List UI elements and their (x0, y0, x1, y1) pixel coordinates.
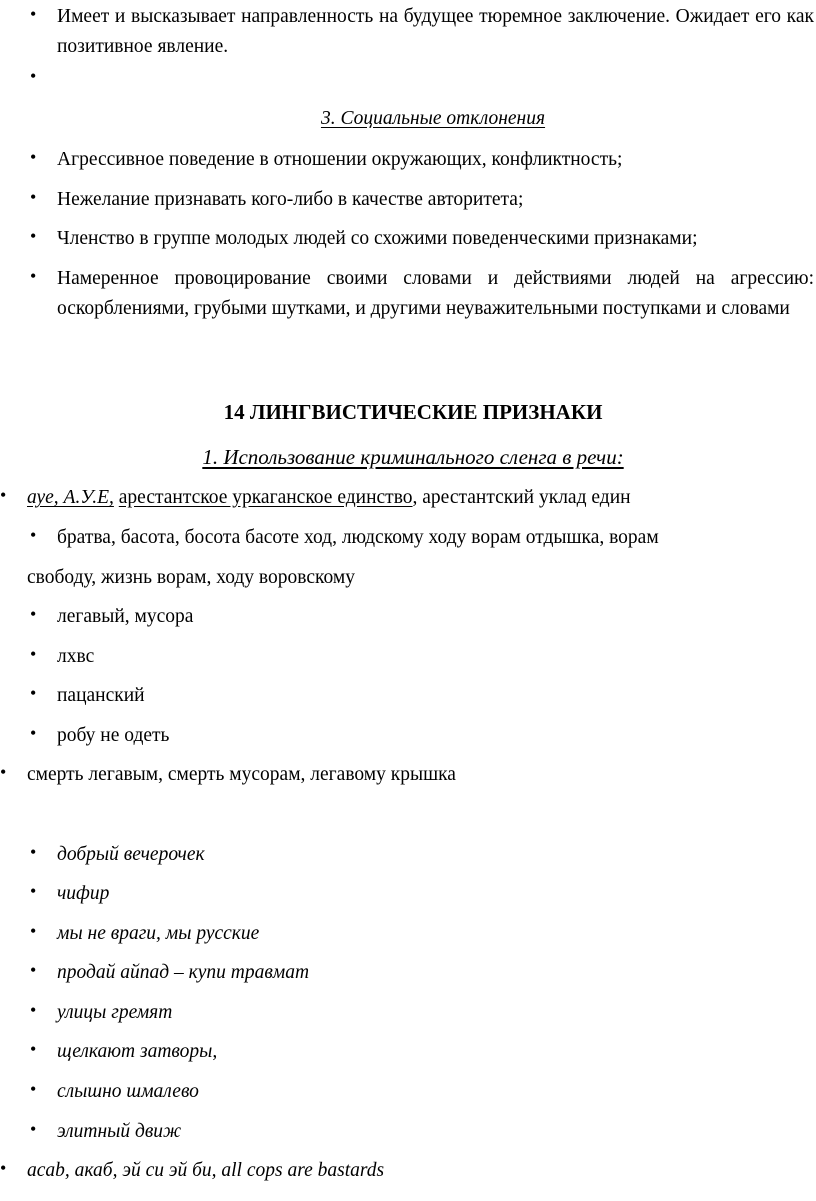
bullet: • (30, 683, 37, 703)
list-item-text: братва, басота, босота басоте ход, людскому ходу ворам отдышка, ворам (57, 527, 659, 548)
bullet: • (30, 1119, 37, 1139)
list-item-text: лхвс (57, 646, 95, 667)
list-item-text-continued: свободу, жизнь ворам, ходу воровскому (27, 567, 355, 588)
slang-phrase-underlined: арестантское уркаганское единство (118, 487, 413, 508)
bullet: • (30, 66, 37, 86)
list-item-text: слышно шмалево (57, 1081, 199, 1102)
list-item-text: продай айпад – купи травмат (57, 962, 310, 983)
section-heading-social-deviations: 3. Социальные отклонения (320, 108, 546, 129)
bullet: • (30, 266, 37, 286)
bullet: • (30, 147, 37, 167)
list-item-text: Агрессивное поведение в отношении окружающих, конфликтность; (57, 149, 623, 170)
list-item-text: смерть легавым, смерть мусорам, легавому крышка (27, 764, 456, 785)
bullet: • (30, 921, 37, 941)
list-item-text: мы не враги, мы русские (57, 923, 260, 944)
list-item-text: Намеренное провоцирование своими словами и действиями людей на агрессию: оскорблениями, грубыми шутками, и другими неуважительными поступками и словами (57, 268, 814, 319)
list-item-text: acab, акаб, эй си эй би, all cops are bastards (27, 1160, 385, 1181)
list-item-text (27, 483, 807, 513)
list-item-text: Членство в группе молодых людей со схожими поведенческими признаками; (57, 228, 698, 249)
bullet: • (0, 1158, 7, 1178)
list-item-text: чифир (57, 883, 110, 904)
list-item-text: легавый, мусора (57, 606, 194, 627)
list-item-text: Нежелание признавать кого-либо в качестве авторитета; (57, 189, 524, 210)
slang-term: ауе, А.У.Е, (27, 487, 114, 508)
list-item-text: щелкают затворы, (57, 1041, 218, 1062)
list-item-text: элитный движ (57, 1121, 182, 1142)
list-item-text: пацанский (57, 685, 145, 706)
list-item-text: робу не одеть (57, 725, 170, 746)
chapter-heading: 14 ЛИНГВИСТИЧЕСКИЕ ПРИЗНАКИ (223, 400, 603, 424)
bullet: • (30, 1000, 37, 1020)
subsection-heading: 1. Использование криминального сленга в речи: (202, 445, 624, 469)
bullet: • (30, 960, 37, 980)
bullet: • (30, 644, 37, 664)
list-item-text: Имеет и высказывает направленность на будущее тюремное заключение. Ожидает его как позитивное явление. (57, 6, 814, 57)
bullet: • (30, 226, 37, 246)
bullet: • (30, 525, 37, 545)
bullet: • (30, 723, 37, 743)
bullet: • (30, 604, 37, 624)
bullet: • (30, 881, 37, 901)
bullet: • (0, 762, 7, 782)
list-item-text: улицы гремят (57, 1002, 173, 1023)
bullet: • (30, 4, 37, 24)
bullet: • (30, 1079, 37, 1099)
slang-phrase-rest: , арестантский уклад един (412, 487, 631, 508)
bullet: • (30, 1039, 37, 1059)
bullet: • (30, 187, 37, 207)
bullet: • (30, 842, 37, 862)
list-item-text: добрый вечерочек (57, 844, 205, 865)
bullet: • (0, 485, 7, 505)
